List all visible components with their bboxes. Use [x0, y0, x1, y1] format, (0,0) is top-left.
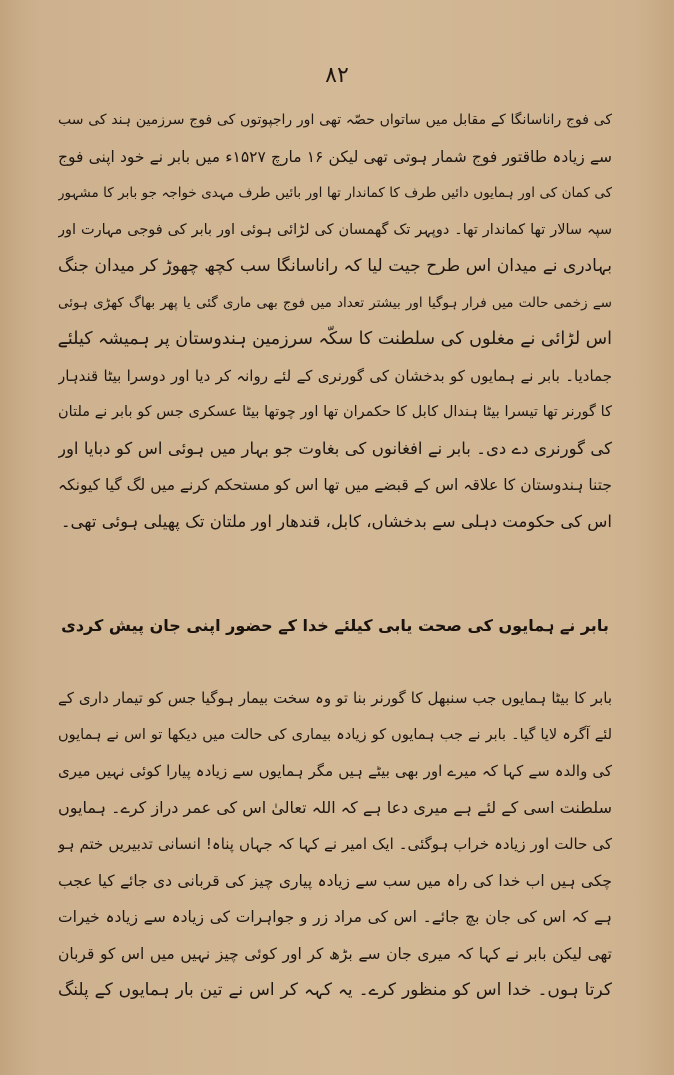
section-heading: بابر نے ہمایوں کی صحت یابی کیلئے خدا کے حضور اپنی جان پیش کردی [61, 616, 609, 635]
text-line: کی والدہ سے کہا کہ میرے اور بھی بیٹے ہیں مگر ہمایوں سے زیادہ پیارا کوئی نہیں میری [58, 762, 612, 780]
text-line: کا گورنر تھا تیسرا بیٹا ہندال کابل کا حکمران تھا اور چوتھا بیٹا عسکری جس کو بابر نے ملتان [58, 404, 612, 420]
text-line: ہے کہ اس کی جان بچ جائے۔ اس کی مراد زر و جواہرات کی زیادہ سے زیادہ خیرات [58, 908, 612, 926]
text-line: جمادیا۔ بابر نے ہمایوں کو بدخشان کی گورنری کے لئے روانہ کر دیا اور دوسرا بیٹا قندہار [58, 366, 612, 385]
text-line: بہادری نے میدان اس طرح جیت لیا کہ راناسانگا سب کچھ چھوڑ کر میدان جنگ [58, 256, 612, 276]
text-line: سلطنت اسی کے لئے ہے میری دعا ہے کہ اللہ تعالیٰ اس کی عمر دراز کرے۔ ہمایوں [58, 797, 612, 817]
text-line: سپہ سالار تھا کماندار تھا۔ دوپہر تک گھمسان کی لڑائی ہوئی اور بابر کی فوجی مہارت اور [58, 221, 612, 238]
text-line: اس کی حکومت دہلی سے بدخشاں، کابل، قندھار اور ملتان تک پھیلی ہوئی تھی۔ [60, 511, 612, 531]
text-line: کی فوج راناسانگا کے مقابل میں ساتواں حصّہ تھی اور راجپوتوں کی فوج سرزمین ہند کی سب [58, 112, 612, 128]
text-line: کی کمان کی اور ہمایوں دائیں طرف کا کماندار تھا اور بائیں طرف مہدی خواجہ جو بابر کا مشہور [58, 185, 612, 201]
paragraph-battle [58, 102, 612, 540]
text-line: کرتا ہوں۔ خدا اس کو منظور کرے۔ یہ کہہ کر اس نے تین بار ہمایوں کے پلنگ [58, 980, 612, 1000]
text-line: اس لڑائی نے مغلوں کی سلطنت کا سکّہ سرزمین ہندوستان پر ہمیشہ کیلئے [58, 329, 612, 349]
text-line: لئے آگرہ لایا گیا۔ بابر نے جب ہمایوں کو زیادہ بیماری کی حالت میں دیکھا تو اس نے ہمایوں [58, 726, 612, 743]
page-number: ۸۲ [325, 63, 349, 88]
text-line: کی حالت اور زیادہ خراب ہوگئی۔ ایک امیر نے کہا کہ جہاں پناہ! انسانی تدبیریں ختم ہو [58, 835, 612, 853]
text-line: بابر کا بیٹا ہمایوں جب سنبھل کا گورنر بنا تو وہ سخت بیمار ہوگیا جس کو تیمار داری کے [58, 689, 612, 707]
paragraph-sacrifice [58, 680, 612, 1009]
text-line: سے زخمی حالت میں فرار ہوگیا اور بیشتر تعداد میں فوج بھی ماری گئی یا پھر بھاگ کھڑی ہوئی [58, 294, 612, 311]
text-line: تھی لیکن بابر نے کہا کہ میری جان سے بڑھ کر اور کوئی چیز نہیں میں اس کو قربان [58, 944, 612, 963]
text-line: سے زیادہ طاقتور فوج شمار ہوتی تھی لیکن ۱۶ مارچ ۱۵۲۷ء میں بابر نے خود اپنی فوج [58, 147, 612, 166]
text-line: کی گورنری دے دی۔ بابر نے افغانوں کی بغاوت جو بہار میں ہوئی اس کو دبایا اور [58, 438, 612, 458]
text-line: چکی ہیں اب خدا کی راہ میں سب سے زیادہ پیاری چیز کی قربانی دی جائے کیا عجب [58, 871, 612, 890]
text-line: جتنا ہندوستان کا علاقہ اس کے قبضے میں تھا اس کو مستحکم کرنے میں لگ گیا کیونکہ [58, 476, 612, 494]
